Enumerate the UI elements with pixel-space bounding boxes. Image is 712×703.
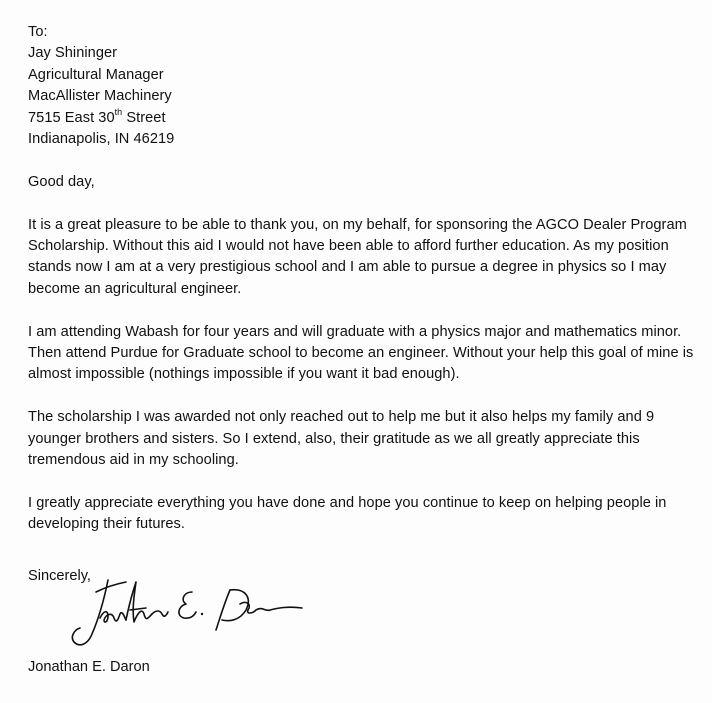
street-number: 7515 East 30 <box>28 109 115 126</box>
signature-block <box>28 566 328 675</box>
recipient-company: MacAllister Machinery <box>28 88 172 105</box>
letter-body <box>28 22 698 536</box>
paragraph-line: Scholarship. Without this aid I would not have been able to afford further education. As my position <box>28 238 669 255</box>
paragraph-line: stands now I am at a very prestigious school and I am able to pursue a degree in physics so I may <box>28 259 667 276</box>
handwritten-signature <box>34 570 324 660</box>
paragraph-line: It is a great pleasure to be able to thank you, on my behalf, for sponsoring the AGCO Dealer Program <box>28 216 687 233</box>
recipient-address <box>28 22 698 150</box>
recipient-street <box>28 108 698 129</box>
recipient-city-state-zip: Indianapolis, IN 46219 <box>28 131 175 148</box>
greeting: Good day, <box>28 173 95 190</box>
recipient-title: Agricultural Manager <box>28 66 164 83</box>
street-ordinal-suffix: th <box>114 106 123 117</box>
paragraph-line: younger brothers and sisters. So I extend, also, their gratitude as we all greatly appreciate this <box>28 430 640 447</box>
paragraph-line: I am attending Wabash for four years and will graduate with a physics major and mathematics minor. <box>28 323 682 340</box>
paragraph-line: I greatly appreciate everything you have done and hope you continue to keep on helping people in <box>28 494 667 511</box>
paragraph-4 <box>28 493 698 536</box>
paragraph-line: tremendous aid in my schooling. <box>28 452 239 469</box>
spacer <box>28 150 698 171</box>
paragraph-line: The scholarship I was awarded not only reached out to help me but it also helps my family and 9 <box>28 409 655 426</box>
paragraph-line: almost impossible (nothings impossible if you want it bad enough). <box>28 366 460 383</box>
to-label: To: <box>28 24 48 40</box>
closing: Sincerely, <box>28 568 91 584</box>
paragraph-line: become an agricultural engineer. <box>28 280 242 297</box>
paragraph-line: developing their futures. <box>28 516 186 533</box>
spacer <box>28 471 698 492</box>
spacer <box>28 386 698 407</box>
recipient-name: Jay Shininger <box>28 45 118 62</box>
paragraph-3 <box>28 407 698 471</box>
signer-name: Jonathan E. Daron <box>28 659 150 675</box>
paragraph-2 <box>28 322 698 386</box>
spacer <box>28 193 698 214</box>
street-name: Street <box>122 109 166 126</box>
spacer <box>28 300 698 321</box>
paragraph-1 <box>28 215 698 301</box>
paragraph-line: Then attend Purdue for Graduate school to become an engineer. Without your help this goal of mine is <box>28 345 694 362</box>
